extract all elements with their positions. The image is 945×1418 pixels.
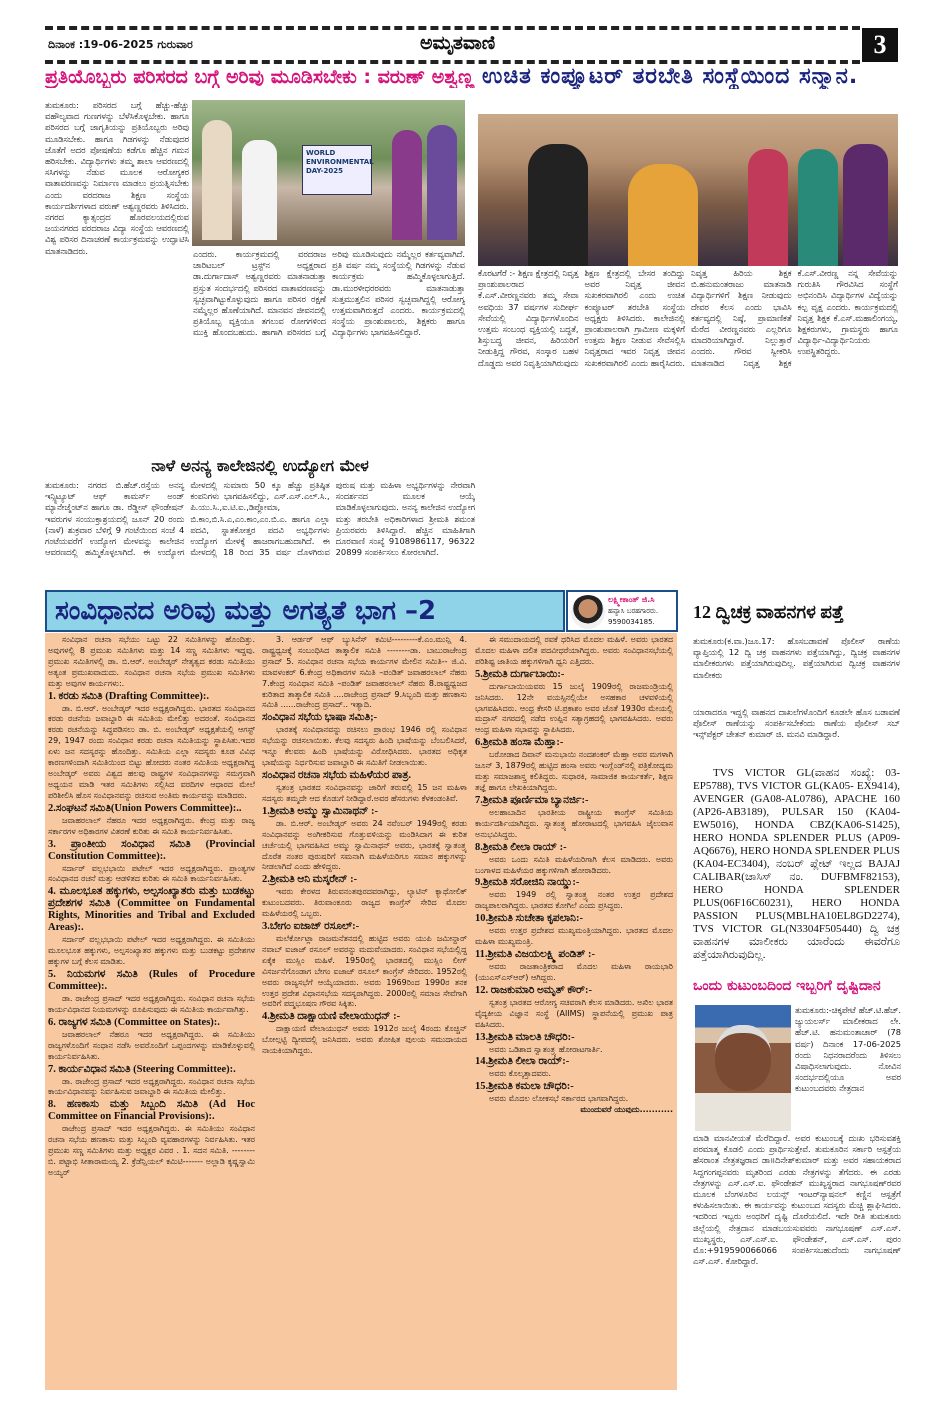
paragraph: ಅವರು ಒಡಿಶಾದ ಸ್ವಾತಂತ್ರ್ಯ ಹೋರಾಟಗಾರ್ತಿ. [489,1044,603,1054]
continued-note: ಮುಂದುವರೆ ಯುವುದು........... [580,1105,673,1115]
paragraph: ಡಾ. ಬಿ.ಆರ್. ಅಂಬೇಡ್ಕರ್ ಇದರ ಅಧ್ಯಕ್ಷರಾಗಿದ್ದರು. ಭಾರತದ ಸಂವಿಧಾನದ ಕರಡು ರಚನೆಯ ಜವಾಬ್ದಾರಿ ಈ ಸಮಿತಿಯ ಮೇಲಿತ್ತು ಅದರಂತೆ. ಸಂವಿಧಾನದ ಕರಡು ರಚನೆಯನ್ನು ಸಿದ್ಧಪಡಿಸಲು ಡಾ. ಬಿ. ಅಂಬೇಡ್ಕರ್ ಅಧ್ಯಕ್ಷತೆಯಲ್ಲಿ ಆಗಸ್ಟ್ 29, 1947 ರಂದು ಸಂವಿಧಾನ ಕರಡು ರಚನಾ ಸಮಿತಿಯನ್ನು ಸ್ಥಾಪಿಸಿತು.ಇದರ ಏಳು ಜನ ಸದಸ್ಯರನ್ನು ಹೊಂದಿತ್ತು. ಸಮಿತಿಯ ಎಲ್ಲಾ ಸದಸ್ಯರು ಕೂಡ ವಿವಿಧ ಕಾರಣಗಳಿಂದಾಗಿ ಸಮಿತಿಯಿಂದ ಬಿಟ್ಟು ಹೋದರು ನಂತರ ಸಮಿತಿಯ ಅಧ್ಯಕ್ಷರಾಗಿದ್ದ ಅಂಬೇಡ್ಕರ್ ಅವರು ವಿಶ್ವದ ಹಲವು ರಾಷ್ಟ್ರಗಳ ಸಂವಿಧಾನಗಳನ್ನು ಸಮಗ್ರವಾಗಿ ಅಧ್ಯಯನ ಮಾಡಿ ಇತರ ಸಮಿತಿಗಳು ಸಲ್ಲಿಸಿದ ವರದಿಗಳ ಆಧಾರದ ಮೇಲೆ ಪರಿಶೀಲಿಸಿ ಹೊಸ ಸಂವಿಧಾನವನ್ನು ರಚಿಸುವ ಅಂತಿಮ ಕಾರ್ಯವನ್ನು ಮಾಡಿದರು. [48,703,255,800]
section-heading: 13.ಶ್ರೀಮತಿ ಮಾಲತಿ ಚೌಧರಿ:- [475,1031,575,1043]
paragraph: ಅವರು ರಾಜತಾಂತ್ರಿಕರಾದ ಮೊದಲ ಮಹಿಳಾ ರಾಯಭಾರಿ (ಯುಎಸ್‌ಎಸ್‌ಆರ್) ಆಗಿದ್ದರು. [475,962,673,982]
paragraph: ಅವರು ಒಂದು ಸಮಿತಿ ಮಹಿಳೆಯರಿಗಾಗಿ ಕೆಲಸ ಮಾಡಿದರು. ಅವರು ಬಂಗಾಳದ ಮಹಿಳೆಯರ ಹಕ್ಕುಗಳಿಗಾಗಿ ಹೋರಾಡಿದರು. [475,854,673,875]
constitution-article [45,633,677,1390]
issue-date: ದಿನಾಂಕ :19-06-2025 ಗುರುವಾರ [48,38,193,51]
paragraph: ದಾಕ್ಷಾಯಣಿ ವೇಲಾಯುಧನ್ ಅವರು 1912ರ ಜುಲೈ 4ರಂದು ಕೊಚ್ಚಿನ್ ಬೋಲ್ಗಟ್ಟಿ ದ್ವೀಪದಲ್ಲಿ ಜನಿಸಿದರು. ಅವರು ಶೋಷಿತ ಪುಲಯ ಸಮುದಾಯದ ನಾಯಕಿಯಾಗಿದ್ದರು. [262,1024,467,1056]
section-heading: 6. ರಾಜ್ಯಗಳ ಸಮಿತಿ (Committee on States):. [48,1016,220,1028]
section-heading: 4.ಶ್ರೀಮತಿ ದಾಕ್ಷಾಯಣಿ ವೇಲಾಯುಧನ್ :- [262,1011,401,1023]
paragraph: ಇವರು ಕೇರಳದ ತಿರುವನಂತಪುರದವರಾಗಿದ್ದು, ಲ್ಯಾಟಿನ್ ಕ್ಯಾಥೋಲಿಕ್ ಕುಟುಂಬದವರು. ತಿರುವಾಂಕೂರು ರಾಜ್ಯದ ಕಾಂಗ್ರೆಸ್ ಸೇರಿದ ಮೊದಲ ಮಹಿಳೆಯರಲ್ಲಿ ಒಬ್ಬರು. [262,887,467,919]
paragraph: ಸ್ವತಂತ್ರ ಭಾರತದ ಸಂವಿಧಾನವನ್ನು ಜಾರಿಗೆ ತರುವಲ್ಲಿ 15 ಜನ ಮಹಿಳಾ ಸದಸ್ಯರು ತಮ್ಮದೇ ಆದ ಕೊಡುಗೆ ನೀಡಿದ್ದಾರೆ.ಅವರ ಹೆಸರುಗಳು ಕೆಳಕಂಡಂತಿವೆ. [262,782,467,803]
paragraph: ಜವಾಹರಲಾಲ್ ನೆಹರೂ ಇದರ ಅಧ್ಯಕ್ಷರಾಗಿದ್ದರು. ಕೇಂದ್ರ ಮತ್ತು ರಾಜ್ಯ ಸರ್ಕಾರಗಳ ಅಧಿಕಾರಗಳ ವಿತರಣೆ ಕುರಿತು ಈ ಸಮಿತಿ ಕಾರ್ಯನಿರ್ವಹಿಸಿತು. [48,815,255,836]
eye-donation-body: ಮಾಡಿ ಮಾನವೀಯತೆ ಮೆರೆದಿದ್ದಾರೆ. ಅವರ ಕುಟುಂಬಕ್ಕೆ ದುಃಖ ಭರಿಸುವಶಕ್ತಿ ಪರಮಾತ್ಮ ಕೊಡಲಿ ಎಂದು ಪ್ರಾರ್ಥಿಸುತ್ತೇವೆ. ತುಮಕೂರಿನ ಸರ್ಕಾರಿ ಆಸ್ಪತ್ರೆಯ ಹೆಸರಾಂತ ನೇತ್ರತಜ್ಞರಾದ ಡಾ॥ದಿನೇಶ್‌ಕುಮಾರ್ ಮತ್ತು ಅವರ ಸಹಾಯಕರಾದ ಸಿದ್ದಗಂಗಪ್ಪನವರು ಮೃತರಿಂದ ಎರಡು ನೇತ್ರಗಳನ್ನು ತೆಗೆದರು. ಈ ಎರಡು ನೇತ್ರಗಳನ್ನು ಎಸ್.ಎಸ್.ಐ. ಫೌಂಡೇಶನ್ ಮುಖ್ಯಸ್ಥರಾದ ನಾಗಭೂಷಣ್‌ರವರ ಮೂಲಕ ಬೆಂಗಳೂರಿನ ಲಯನ್ಸ್ ಇಂಟರ್‌ನ್ಯಾಷನಲ್ ಕಣ್ಣಿನ ಆಸ್ಪತ್ರೆಗೆ ಕಳುಹಿಸಲಾಯಿತು. ಈ ಕಾರ್ಯವನ್ನು ಕುಟುಂಬದ ಸದಸ್ಯರು ಮೆಚ್ಚಿ ಶ್ಲಾಘಿಸಿದರು. ಇದರಿಂದ ಇಬ್ಬರು ಅಂಧರಿಗೆ ದೃಷ್ಟಿ ದೊರೆಯಲಿದೆ. ಇದೇ ರೀತಿ ತುಮಕೂರು ಜಿಲ್ಲೆಯಲ್ಲಿ ನೇತ್ರದಾನ ಮಾಡಬಯಸುವವರು ನಾಗಭೂಷಣ್ ಎಸ್.ಎಸ್. ಮುಖ್ಯಸ್ಥರು, ಎಸ್.ಎಸ್.ಐ. ಫೌಂಡೇಶನ್, ಎಸ್.ಎಸ್. ಪುರಂ ಮೊ:+919590066066 ಸಂಪರ್ಕಿಸಬಹುದೆಂದು ನಾಗಭೂಷಣ್ ಎಸ್.ಎಸ್. ಕೋರಿದ್ದಾರೆ. [693,1133,901,1267]
paragraph: ಬರೋಡಾದ ದಿವಾನ್ ಮನುಭಾಯಿ ನಂದಶಂಕರ್ ಮೆಹ್ತಾ ಅವರ ಮಗಳಾಗಿ ಜೂನ್ 3, 1879ರಲ್ಲಿ ಹುಟ್ಟಿದ ಹಂಸಾ ಅವರು ಇಂಗ್ಲೆಂಡ್‌ನಲ್ಲಿ ಪತ್ರಿಕೋದ್ಯಮ ಮತ್ತು ಸಮಾಜಶಾಸ್ತ್ರ ಕಲಿತಿದ್ದರು. ಸುಧಾರಕಿ, ಸಾಮಾಜಿಕ ಕಾರ್ಯಕರ್ತೆ, ಶಿಕ್ಷಣ ತಜ್ಞೆ ಹಾಗೂ ಲೇಖಕಿಯಾಗಿದ್ದರು. [475,750,673,792]
computer-headline: ಉಚಿತ ಕಂಪ್ಯೂಟರ್ ತರಬೇತಿ ಸಂಸ್ಥೆಯಿಂದ ಸನ್ಮಾನ. [482,64,859,89]
section-heading: 9.ಶ್ರೀಮತಿ ಸರೋಜಿನಿ ನಾಯ್ಡು:- [475,877,580,889]
paragraph: ಸ್ವತಂತ್ರ ಭಾರತದ ಆರೋಗ್ಯ ಸಚಿವರಾಗಿ ಕೆಲಸ ಮಾಡಿದರು. ಅಖಿಲ ಭಾರತ ವೈದ್ಯಕೀಯ ವಿಜ್ಞಾನ ಸಂಸ್ಥೆ (AIIMS) ಸ್ಥಾಪನೆಯಲ್ಲಿ ಪ್ರಮುಖ ಪಾತ್ರ ವಹಿಸಿದರು. [475,997,673,1029]
constitution-column-1 [48,635,255,1385]
paragraph: ಭಾರತಕ್ಕೆ ಸಂವಿಧಾನವನ್ನು ರಚಿಸಲು ಪ್ರಾರಂಭ 1946 ರಲ್ಲಿ ಸಂವಿಧಾನ ಸಭೆಯನ್ನು ರಚಿಸಲಾಯಿತು. ಕೆಲವು ಸದಸ್ಯರು ಹಿಂದಿ ಭಾಷೆಯನ್ನು ಬೆಂಬಲಿಸಿದರೆ, ಇನ್ನೂ ಕೆಲವರು ಹಿಂದಿ ಭಾಷೆಯನ್ನು ವಿರೋಧಿಸಿದರು. ಭಾರತದ ಅಧಿಕೃತ ಭಾಷೆಯನ್ನು ನಿರ್ಧರಿಸುವ ಜವಾಬ್ದಾರಿ ಈ ಸಮಿತಿಗೆ ನೀಡಲಾಯಿತು. [262,725,467,768]
section-heading: 11.ಶ್ರೀಮತಿ ವಿಜಯಲಕ್ಷ್ಮಿ ಪಂಡಿತ್ :- [475,949,595,961]
author-name: ಲಕ್ಷ್ಮೀಕಾಂತ್ ಜಿ.ಸಿ [608,595,655,604]
deceased-portrait [695,1005,791,1131]
environment-photo [192,100,465,246]
section-heading: 3. ಪ್ರಾಂತೀಯ ಸಂವಿಧಾನ ಸಮಿತಿ (Provincial Constitution Committee):. [48,838,255,862]
environment-lead: ತುಮಕೂರು: ಪರಿಸರದ ಬಗ್ಗೆ ಹೆಚ್ಚು-ಹೆಚ್ಚು ವಹೌಲ್ಯವಾದ ಗುಣಗಳನ್ನು ಬೆಳೆಸಿಕೊಳ್ಳಬೇಕು. ಹಾಗೂ ಪರಿಸರದ ಬಗ್ಗೆ ಜಾಗೃತಿಯನ್ನು ಪ್ರತಿಯೊಬ್ಬರು ಅರಿವು ಮೂಡಿಸಬೇಕು. ಹಾಗೂ ಗಿಡಗಳನ್ನು ನೆಡುವುದರ ಜೊತೆಗೆ ಅದರ ಪೋಷಣೆಯ ಕಡೆಗೂ ಹೆಚ್ಚಿನ ಗಮನ ಹರಿಸಬೇಕು. ವಿದ್ಯಾರ್ಥಿಗಳು ತಮ್ಮ ಶಾಲಾ ಆವರಣದಲ್ಲಿ ಸಸಿಗಳನ್ನು ನೆಡುವ ಮೂಲಕ ಆರೋಗ್ಯಕರ ವಾತಾವರಣವನ್ನು ನಿರ್ಮಾಣ ಮಾಡಲು ಪ್ರಯತ್ನಿಸಬೇಕು ಎಂದು ವರದರಾಜ ಶಿಕ್ಷಣ ಸಂಸ್ಥೆಯ ಕಾರ್ಯದರ್ಶಿಗಳಾದ ವರುಣ್ ಅಶ್ವಣ್ಣರವರು ತಿಳಿಸಿದರು. ನಗರದ ಕ್ಯಾತ್ಸಂದ್ರದ ಹೊರವಲಯದಲ್ಲಿರುವ ಜಯನಗರದ ವರದರಾಜ ವಿದ್ಯಾ ಸಂಸ್ಥೆಯ ಆವರಣದಲ್ಲಿ ವಿಶ್ವ ಪರಿಸರ ದಿನಾಚರಣೆ ಕಾರ್ಯಕ್ರಮವನ್ನು ಉದ್ಘಾಟಿಸಿ ಮಾತನಾಡಿದರು. [45,100,189,256]
section-heading: 7.ಶ್ರೀಮತಿ ಪೂರ್ಣಿಮಾ ಬ್ಯಾನರ್ಜಿ:- [475,794,589,806]
job-fair-headline: ನಾಳೆ ಅನನ್ಯ ಕಾಲೇಜಿನಲ್ಲಿ ಉದ್ಯೋಗ ಮೇಳ [151,456,369,475]
section-heading: 10.ಶ್ರೀಮತಿ ಸುಚೇತಾ ಕೃಪಲಾನಿ:- [475,913,583,925]
author-box [566,590,678,632]
paragraph: ರಾಜೇಂದ್ರ ಪ್ರಸಾದ್ ಇದರ ಅಧ್ಯಕ್ಷರಾಗಿದ್ದರು. ಈ ಸಮಿತಿಯು ಸಂವಿಧಾನ ರಚನಾ ಸಭೆಯ ಹಣಕಾಸು ಮತ್ತು ಸಿಬ್ಬಂದಿ ವ್ಯವಹಾರಗಳನ್ನು ನಿರ್ವಹಿಸಿತು. ಇತರ ಪ್ರಮುಖ ಸಣ್ಣ ಸಮಿತಿಗಳು ಮತ್ತು ಅಧ್ಯಕ್ಷರ ವಿವರ . 1. ಸದನ ಸಮಿತಿ. --------ಬಿ. ಪಟ್ಟಾಭಿ ಸೀತಾರಾಮಯ್ಯ 2. ಕ್ರೆಡೆನ್ಷಿಯಲ್ ಕಮಿಟಿ------- ಅಲ್ಲಾಡಿ ಕೃಷ್ಣಸ್ವಾಮಿ ಅಯ್ಯರ್ [48,1124,255,1177]
environment-headline: ಪ್ರತಿಯೊಬ್ಬರು ಪರಿಸರದ ಬಗ್ಗೆ ಅರಿವು ಮೂಡಿಸಬೇಕು : ವರುಣ್ ಅಶ್ವಣ್ಣ [45,66,475,88]
section-heading: 14.ಶ್ರೀಮತಿ ಲೀಲಾ ರಾಯ್:- [475,1056,570,1068]
paragraph: ಜವಾಹರಲಾಲ್ ನೆಹರೂ ಇದರ ಅಧ್ಯಕ್ಷರಾಗಿದ್ದರು. ಈ ಸಮಿತಿಯು ರಾಜ್ಯಗಳೊಂದಿಗೆ ಸಂಧಾನ ನಡೆಸಿ ಅವರೊಂದಿಗೆ ಒಪ್ಪಂದಗಳನ್ನು ಮಾಡಿಕೊಳ್ಳುವಲ್ಲಿ ಕಾರ್ಯನಿರ್ವಹಿಸಿತು. [48,1029,255,1061]
section-heading: 5. ನಿಯಮಗಳ ಸಮಿತಿ (Rules of Procedure Committee):. [48,969,255,993]
constitution-column-3 [475,635,673,1385]
eye-donation-lead: ತುಮಕೂರು:-ಚಿಕ್ಕಪೇಟೆ ಹೆಚ್.ಟಿ.ಹೆಚ್. ಜ್ಯುಯಲರ್ಸ್ ಮಾಲೀಕರಾದ ಲೇ. ಹೆಚ್.ಟಿ. ಹನುಮಂತಾಚಾರ್ (78 ವರ್ಷ) ದಿನಾಂಕ 17-06-2025 ರಂದು ನಿಧನರಾದರೆಂದು ತಿಳಿಸಲು ವಿಷಾಧಿಸಲಾಗುವುದು. ನೋವಿನ ಸಂದರ್ಭದಲ್ಲಿಯೂ ಅವರ ಕುಟುಂಬದವರು ನೇತ್ರದಾನ [795,1005,901,1094]
paragraph: ಅವರು ಮೊದಲ ಲೋಕಸಭೆ ಸರ್ಕಾರದ ಭಾಗವಾಗಿದ್ದರು. [489,1094,629,1104]
paragraph: 3. ಆರ್ಡರ್ ಆಫ್ ಬ್ಯುಸಿನೆಸ್ ಕಮಿಟಿ---------ಕೆ.ಎಂ.ಮುನ್ಷಿ 4. ರಾಷ್ಟ್ರಧ್ವಜಕ್ಕೆ ಸಂಬಂಧಿಸಿದ ತಾತ್ಕಾಲಿಕ ಸಮಿತಿ --------ಡಾ. ಬಾಬುರಾಜೇಂದ್ರ ಪ್ರಸಾದ್ 5. ಸಂವಿಧಾನ ರಚನಾ ಸಭೆಯ ಕಾರ್ಯಗಳ ಮೇಲಿನ ಸಮಿತಿ-- ಜಿ.ವಿ. ಮಾವಳಂಕರ್ 6.ಕೇಂದ್ರ ಅಧಿಕಾರಗಳ ಸಮಿತಿ –ಪಂಡಿತ್ ಜವಾಹರಲಾಲ್ ನೆಹರು 7.ಕೇಂದ್ರ ಸಂವಿಧಾನ ಸಮಿತಿ –ಪಂಡಿತ್ ಜವಾಹರಲಾಲ್ ನೆಹರು 8.ರಾಷ್ಟ್ರಧ್ವಜದ ಕುರಿತಾದ ತಾತ್ಕಾಲಿಕ ಸಮಿತಿ ....ರಾಜೇಂದ್ರ ಪ್ರಸಾದ್ 9.ಸಿಬ್ಬಂದಿ ಮತ್ತು ಹಣಕಾಸು ಸಮಿತಿ ......ರಾಜೇಂದ್ರ ಪ್ರಸಾದ್.. ಇತ್ಯಾದಿ. [262,635,467,710]
vehicles-intro: ತುಮಕೂರು(ಕ.ವಾ.)ಜೂ.17: ಹೊಸಬಡಾವಣೆ ಪೊಲೀಸ್ ಠಾಣೆಯ ವ್ಯಾಪ್ತಿಯಲ್ಲಿ 12 ದ್ವಿ ಚಕ್ರ ವಾಹನಗಳು ಪತ್ತೆಯಾಗಿದ್ದು, ದ್ವಿಚಕ್ರ ವಾಹನಗಳ ಮಾಲೀಕರುಗಳು ಪತ್ತೆಯಾಗಿರುವುದಿಲ್ಲ. ಪತ್ತೆಯಾಗಿರುವ ದ್ವಿಚಕ್ರ ವಾಹನಗಳ ಮಾಲೀಕರು [693,636,900,680]
section-heading: 15.ಶ್ರೀಮತಿ ಕಮಲಾ ಚೌಧರಿ:- [475,1081,574,1093]
vehicles-appeal: ಯಾರಾದರೂ ಇದ್ದಲ್ಲಿ ವಾಹನದ ದಾಖಲೆಗಳೊಂದಿಗೆ ಕೂಡಲೇ ಹೊಸ ಬಡಾವಣೆ ಪೊಲೀಸ್ ಠಾಣೆಯನ್ನು ಸಂಪರ್ಕಿಸಬೇಕೆಂದು ಠಾಣೆಯ ಪೊಲೀಸ್ ಸಬ್ ಇನ್ಸ್‌ಪೆಕ್ಟರ್ ಚೇತನ್ ಕುಮಾರ್ ಜಿ. ಮನವಿ ಮಾಡಿದ್ದಾರೆ. [693,707,900,740]
masthead: ಅಮೃತವಾಣಿ [420,32,496,54]
paragraph: ಡಾ. ಬಿ.ಆರ್. ಅಂಬೇಡ್ಕರ್ ಅವರು 24 ನವೆಂಬರ್ 1949ರಲ್ಲಿ ಕರಡು ಸಂವಿಧಾನವನ್ನು ಅಂಗೀಕರಿಸುವ ಗೊತ್ತುವಳಿಯನ್ನು ಮಂಡಿಸಿದಾಗ ಈ ಕುರಿತ ಚರ್ಚೆಯಲ್ಲಿ ಭಾಗವಹಿಸಿದ ಅಮ್ಮು ಸ್ವಾಮಿನಾಥನ್ ಅವರು, ಭಾರತಕ್ಕೆ ಸ್ವಾತಂತ್ರ್ಯ ದೊರೆತ ನಂತರ ಪುರುಷರಿಗೆ ಸಮನಾಗಿ ಮಹಿಳೆಯರಿಗೂ ಸಮಾನ ಹಕ್ಕುಗಳನ್ನು ನೀಡಲಾಗಿದೆ ಎಂದು ಹೇಳಿದ್ದರು. [262,818,467,872]
section-heading: 7. ಕಾರ್ಯವಿಧಾನ ಸಮಿತಿ (Steering Committee):. [48,1063,236,1075]
constitution-column-2 [262,635,467,1385]
section-heading: 2.ಸಂಘಟನೆ ಸಮಿತಿ(Union Powers Committee):.. [48,802,242,814]
section-heading: 12. ರಾಜಕುಮಾರಿ ಅಮೃತ್ ಕೌರ್:- [475,984,592,996]
environment-body: ಎಂದರು. ಕಾರ್ಯಕ್ರಮದಲ್ಲಿ ವರದರಾಜ ಚಾರಿಟಬಲ್ ಟ್ರಸ್ಟ್‌ನ ಅಧ್ಯಕ್ಷರಾದ ಡಾ.ದುರ್ಗಾದಾಸ್ ಅಶ್ವಣ್ಣರವರು ಮಾತನಾಡುತ್ತಾ ಪ್ರಸ್ತುತ ಸಂದರ್ಭದಲ್ಲಿ ಪರಿಸರದ ವಾತಾವರಣವನ್ನು ಸ್ವಚ್ಛವಾಗಿಟ್ಟುಕೊಳ್ಳುವುದು ಹಾಗೂ ಪರಿಸರ ರಕ್ಷಣೆ ನಮ್ಮೆಲ್ಲರ ಹೊಣೆಯಾಗಿದೆ. ಮಾನವನ ಜೀವನದಲ್ಲಿ ಪ್ರತಿಯೊಬ್ಬ ವ್ಯಕ್ತಿಯೂ ತಗಲುವ ರೋಗಗಳಿಂದ ಮುಕ್ತಿ ಹೊಂದಬಹುದು. ಹಾಗಾಗಿ ಪರಿಸರದ ಬಗ್ಗೆ ಅರಿವು ಮೂಡಿಸುವುದು ನಮ್ಮೆಲ್ಲರ ಕರ್ತವ್ಯವಾಗಿದೆ. ಪ್ರತಿ ವರ್ಷ ನಮ್ಮ ಸಂಸ್ಥೆಯಲ್ಲಿ ಗಿಡಗಳನ್ನು ನೆಡುವ ಕಾರ್ಯಕ್ರಮ ಹಮ್ಮಿಕೊಳ್ಳಲಾಗುತ್ತಿದೆ. ಡಾ.ಮುರಳೀಧರರವರು ಮಾತನಾಡುತ್ತಾ ಸುತ್ತಮುತ್ತಲಿನ ಪರಿಸರ ಸ್ವಚ್ಛವಾಗಿದ್ದಲ್ಲಿ ಆರೋಗ್ಯ ಉತ್ತಮವಾಗಿರುತ್ತದೆ ಎಂದರು. ಕಾರ್ಯಕ್ರಮದಲ್ಲಿ ಸಂಸ್ಥೆಯ ಪ್ರಾಂಶುಪಾಲರು, ಶಿಕ್ಷಕರು ಹಾಗೂ ವಿದ್ಯಾರ್ಥಿಗಳು ಭಾಗವಹಿಸಲಿದ್ದಾರೆ. [193,249,465,338]
paragraph: ಡಾ. ರಾಜೇಂದ್ರ ಪ್ರಸಾದ್ ಇದರ ಅಧ್ಯಕ್ಷರಾಗಿದ್ದರು. ಸಂವಿಧಾನ ರಚನಾ ಸಭೆಯ ಕಾರ್ಯವಿಧಾನವನ್ನು ನಿರ್ವಹಿಸುವ ಜವಾಬ್ದಾರಿ ಈ ಸಮಿತಿಯ ಮೇಲಿತ್ತು. [48,1076,255,1097]
vehicles-list: TVS VICTOR GL(ವಾಹನ ಸಂಖ್ಯೆ: 03-EP5788), TVS VICTOR GL(KA05- EX9414), AVENGER (GA08-AL0786), APACHE 160 (AP26-AB3189), PULSAR 150 (KA04-EW5016), HONDA CBZ(KA06-S1425), HERO HONDA SPLENDER PLUS (AP09-AQ6676), HERO HONDA SPLENDER PLUS (KA04-EC3404), ನಂಬರ್ ಪ್ಲೇಟ್ ಇಲ್ಲದ BAJAJ CALIBAR(ಚಾಸಿಸ್ ನಂ. DUFBMF82153), HERO HONDA SPLENDER PLUS(06F16C60231), HERO HONDA PASSION PLUS(MBLHA10EL8GD2274), TVS VICTOR GL(N3304F505440) ದ್ವಿ ಚಕ್ರ ವಾಹನಗಳ ಮಾಲೀಕರು ಯಾರೆಂದು ಈವರೆಗೂ ಪತ್ತೆಯಾಗಿರುವುದಿಲ್ಲ. [693,767,900,961]
vehicles-headline: 12 ದ್ವಿಚಕ್ರ ವಾಹನಗಳ ಪತ್ತೆ [693,602,844,622]
section-heading: ಸಂವಿಧಾನ ರಚನಾ ಸಭೆಯ ಮಹಿಳೆಯರ ಪಾತ್ರ. [262,769,412,781]
environment-photo-banner: WORLD ENVIRONMENTAL DAY-2025 [302,145,372,195]
paragraph: ಅವರು ಉತ್ತರ ಪ್ರದೇಶದ ಮುಖ್ಯಮಂತ್ರಿಯಾಗಿದ್ದರು. ಭಾರತದ ಮೊದಲ ಮಹಿಳಾ ಮುಖ್ಯಮಂತ್ರಿ. [475,926,673,947]
section-heading: 1. ಕರಡು ಸಮಿತಿ (Drafting Committee):. [48,690,210,702]
author-role: ಹವ್ಯಾಸಿ ಬರಹಗಾರರು. [608,607,659,615]
paragraph: ಈ ಸಮುದಾಯದಲ್ಲಿ ರವಕೆ ಧರಿಸಿದ ಮೊದಲ ಮಹಿಳೆ. ಅವರು ಭಾರತದ ಮೊದಲ ಮಹಿಳಾ ದಲಿತ ಪದವೀಧರೆಯಾಗಿದ್ದರು. ಅವರು ಸಂವಿಧಾನಸಭೆಯಲ್ಲಿ ಪರಿಶಿಷ್ಟ ಜಾತಿಯ ಹಕ್ಕುಗಳಿಗಾಗಿ ಧ್ವನಿ ಎತ್ತಿದರು. [475,635,673,666]
computer-body: ಕೊರಟಗೆರೆ :- ಶಿಕ್ಷಣ ಕ್ಷೇತ್ರದಲ್ಲಿ ನಿವೃತ್ತ ಪ್ರಾಂಶುಪಾಲರಾದ ಕೆ.ಎಸ್.ವೀರಣ್ಣನವರು ತಮ್ಮ ಸೇವಾ ಅವಧಿಯ 37 ವರ್ಷಗಳ ಸುದೀರ್ಘ ಸೇವೆಯಲ್ಲಿ ವಿದ್ಯಾರ್ಥಿಗಳೊಂದಿನ ಉತ್ತಮ ಸಂಬಂಧ ವ್ಯಕ್ತಿಯಲ್ಲಿ ಬದ್ಧತೆ, ಶಿಸ್ತುಬದ್ಧ ಜೀವನ, ಹಿರಿಯರಿಗೆ ನೀಡುತ್ತಿದ್ದ ಗೌರವ, ಸಂಸ್ಕಾರ ಬಹಳ ದೊಡ್ಡದು ಅವರ ನಿವೃತ್ತಿಯಾಗಿರುವುದು ಶಿಕ್ಷಣ ಕ್ಷೇತ್ರದಲ್ಲಿ ಬೇಸರ ತಂದಿದ್ದು ಅವರ ನಿವೃತ್ತ ಜೀವನ ಸುಖಕರವಾಗಿರಲಿ ಎಂದು ಉಚಿತ ಕಂಪ್ಯೂಟರ್ ತರಬೇತಿ ಸಂಸ್ಥೆಯ ಅಧ್ಯಕ್ಷರು ತಿಳಿಸಿದರು. ಕಾಲೇಜಿನಲ್ಲಿ ಪ್ರಾಂಶುಪಾಲರಾಗಿ ಗ್ರಾಮೀಣ ಮಕ್ಕಳಿಗೆ ಉತ್ತಮ ಶಿಕ್ಷಣ ನೀಡುವ ಸೇವೆಸಲ್ಲಿಸಿ ನಿವೃತ್ತರಾದ ಇವರ ನಿವೃತ್ತ ಜೀವನ ಸುಖಕರವಾಗಿರಲಿ ಎಂದು ಹಾರೈಸಿದರು. ನಿವೃತ್ತ ಹಿರಿಯ ಶಿಕ್ಷಕ ಬಿ.ಹನುಮಂತರಾಜು ಮಾತನಾಡಿ ವಿದ್ಯಾರ್ಥಿಗಳಿಗೆ ಶಿಕ್ಷಣ ನೀಡುವುದು ದೇವರ ಕೆಲಸ ಎಂದು ಭಾವಿಸಿ ಕರ್ತವ್ಯದಲ್ಲಿ ನಿಷ್ಠೆ, ಪ್ರಾಮಾಣಿಕತೆ ಮೆರೆದ ವೀರಣ್ಣನವರು ಎಲ್ಲರಿಗೂ ಮಾದರಿಯಾಗಿದ್ದಾರೆ. ನಿಲ್ಲುತ್ತಾರೆ ಎಂದರು. ಗೌರವ ಸ್ವೀಕರಿಸಿ ಮಾತನಾಡಿದ ನಿವೃತ್ತ ಶಿಕ್ಷಕ ಕೆ.ಎಸ್.ವೀರಣ್ಣ ನನ್ನ ಸೇವೆಯನ್ನು ಗುರುತಿಸಿ ಗೌರವಿಸಿದ ಸಂಸ್ಥೆಗೆ ಅಭಿನಂದಿಸಿ ವಿದ್ಯಾರ್ಥಿಗಳ ವಿದ್ಯೆಯನ್ನು ಕಲ್ಪ ವೃಕ್ಷ ಎಂದರು. ಕಾರ್ಯಕ್ರಮದಲ್ಲಿ ನಿವೃತ್ತ ಶಿಕ್ಷಕ ಕೆ.ಎಸ್.ಮಹಾಲಿಂಗಯ್ಯ, ಶಿಕ್ಷಕರುಗಳು, ಗ್ರಾಮಸ್ಥರು ಹಾಗೂ ವಿದ್ಯಾರ್ಥಿ-ವಿದ್ಯಾರ್ಥಿನಿಯರು ಉಪಸ್ಥಿತರಿದ್ದರು. [478,268,898,368]
section-heading: 3.ಬೇಗಂ ಐಜಾಜ್ ರಸೂಲ್:- [262,921,360,933]
paragraph: ಅವರು 1949 ರಲ್ಲಿ ಸ್ವಾತಂತ್ರ್ಯ ನಂತರ ಉತ್ತರ ಪ್ರದೇಶದ ರಾಜ್ಯಪಾಲರಾಗಿದ್ದರು. ಭಾರತದ ಕೋಗಿಲೆ ಎಂದು ಪ್ರಸಿದ್ಧರು. [475,890,673,911]
paragraph: ಮಲೆರ್ಕೋಟ್ಲಾ ರಾಜಮನೆತನದಲ್ಲಿ ಹುಟ್ಟಿದ ಅವರು ಯುಪಿ ಜಮೀನ್ದಾರ್ ನವಾಬ್ ಐಜಾಜ್ ರಸೂಲ್ ಅವರನ್ನು ಮದುವೆಯಾದರು. ಸಂವಿಧಾನ ಸಭೆಯಲ್ಲಿದ್ದ ಏಕೈಕ ಮುಸ್ಲಿಂ ಮಹಿಳೆ. 1950ರಲ್ಲಿ ಭಾರತದಲ್ಲಿ ಮುಸ್ಲಿಂ ಲೀಗ್ ವಿಸರ್ಜನೆಗೊಂಡಾಗ ಬೇಗಂ ಐಜಾಜ್ ರಸೂಲ್ ಕಾಂಗ್ರೆಸ್ ಸೇರಿದರು. 1952ರಲ್ಲಿ ಅವರು ರಾಜ್ಯಸಭೆಗೆ ಆಯ್ಕೆಯಾದರು. ಅವರು 1969ರಿಂದ 1990ರ ತನಕ ಉತ್ತರ ಪ್ರದೇಶ ವಿಧಾನಸಭೆಯ ಸದಸ್ಯರಾಗಿದ್ದರು. 2000ರಲ್ಲಿ ಸಮಾಜ ಸೇವೆಗಾಗಿ ಅವರಿಗೆ ಪದ್ಮಭೂಷಣ ಗೌರವ ಸಿಕ್ಕಿತು. [262,934,467,1009]
eye-donation-headline: ಒಂದು ಕುಟುಂಬದಿಂದ ಇಬ್ಬರಿಗೆ ದೃಷ್ಟಿದಾನ [693,978,881,994]
paragraph: ಸರ್ದಾರ್ ವಲ್ಲಭಭಾಯಿ ಪಟೇಲ್ ಇದರ ಅಧ್ಯಕ್ಷರಾಗಿದ್ದರು. ಪ್ರಾಂತ್ಯಗಳ ಸಂವಿಧಾನದ ರಚನೆ ಮತ್ತು ಆಡಳಿತದ ಕುರಿತು ಈ ಸಮಿತಿ ಕಾರ್ಯನಿರ್ವಹಿಸಿತು. [48,863,255,884]
paragraph: ಅಲಹಾಬಾದಿನ ಭಾರತೀಯ ರಾಷ್ಟ್ರೀಯ ಕಾಂಗ್ರೆಸ್ ಸಮಿತಿಯ ಕಾರ್ಯದರ್ಶಿಯಾಗಿದ್ದರು. ಸ್ವಾತಂತ್ರ್ಯ ಹೋರಾಟದಲ್ಲಿ ಭಾಗವಹಿಸಿ ಜೈಲುವಾಸ ಅನುಭವಿಸಿದ್ದರು. [475,807,673,839]
paragraph: ಸರ್ದಾರ್ ವಲ್ಲಭಭಾಯಿ ಪಟೇಲ್ ಇದರ ಅಧ್ಯಕ್ಷರಾಗಿದ್ದರು. ಈ ಸಮಿತಿಯು ಮೂಲಭೂತ ಹಕ್ಕುಗಳು, ಅಲ್ಪಸಂಖ್ಯಾತರ ಹಕ್ಕುಗಳು ಮತ್ತು ಬುಡಕಟ್ಟು ಪ್ರದೇಶಗಳ ಹಕ್ಕುಗಳ ಬಗ್ಗೆ ಕೆಲಸ ಮಾಡಿತು. [48,935,255,967]
section-heading: 2.ಶ್ರೀಮತಿ ಆನಿ ಮಸ್ಕರೇನ್ :- [262,874,358,886]
paragraph: ಡಾ. ರಾಜೇಂದ್ರ ಪ್ರಸಾದ್ ಇದರ ಅಧ್ಯಕ್ಷರಾಗಿದ್ದರು. ಸಂವಿಧಾನ ರಚನಾ ಸಭೆಯ ಕಾರ್ಯವಿಧಾನದ ನಿಯಮಗಳನ್ನು ರೂಪಿಸುವುದು ಈ ಸಮಿತಿಯ ಕಾರ್ಯವಾಗಿತ್ತು. [48,994,255,1014]
section-heading: 1.ಶ್ರೀಮತಿ ಅಮ್ಮು ಸ್ವಾಮಿನಾಥನ್ :- [262,805,378,817]
section-heading: 6.ಶ್ರೀಮತಿ ಹಂಸಾ ಮೆಹ್ತಾ:- [475,737,564,749]
computer-felicitation-photo [478,114,898,266]
author-photo [571,595,605,629]
paragraph: ಅವರು ಕೊಲ್ಕತ್ತಾದವರು. [489,1069,552,1079]
section-heading: 4. ಮೂಲಭೂತ ಹಕ್ಕುಗಳು, ಅಲ್ಪಸಂಖ್ಯಾತರು ಮತ್ತು ಬುಡಕಟ್ಟು ಪ್ರದೇಶಗಳ ಸಮಿತಿ (Committee on Fundamental Rights, Minorities and Tribal and Excluded Areas):. [48,886,255,934]
top-rule [45,26,860,30]
page-number: 3 [862,28,898,62]
section-heading: 8. ಹಣಕಾಸು ಮತ್ತು ಸಿಬ್ಬಂದಿ ಸಮಿತಿ (Ad Hoc Committee on Financial Provisions):. [48,1099,255,1123]
section-heading: ಸಂವಿಧಾನ ಸಭೆಯ ಭಾಷಾ ಸಮಿತಿ;- [262,712,378,724]
section-heading: 8.ಶ್ರೀಮತಿ ಲೀಲಾ ರಾಯ್ :- [475,841,567,853]
paragraph: ಸಂವಿಧಾನ ರಚನಾ ಸಭೆಯು ಒಟ್ಟು 22 ಸಮಿತಿಗಳನ್ನು ಹೊಂದಿತ್ತು. ಅವುಗಳಲ್ಲಿ 8 ಪ್ರಮುಖ ಸಮಿತಿಗಳು ಮತ್ತು 14 ಸಣ್ಣ ಸಮಿತಿಗಳು ಇದ್ದವು. ಪ್ರಮುಖ ಸಮಿತಿಗಳಲ್ಲಿ ಡಾ. ಬಿ.ಆರ್. ಅಂಬೇಡ್ಕರ್ ನೇತೃತ್ವದ ಕರಡು ಸಮಿತಿಯು ಅತ್ಯಂತ ಪ್ರಮುಖವಾದುದು. ಸಂವಿಧಾನ ರಚನಾ ಸಭೆಯ ಪ್ರಮುಖ ಸಮಿತಿಗಳು ಮತ್ತು ಅವುಗಳ ಕಾರ್ಯಗಳು:. [48,635,255,688]
section-heading: 5.ಶ್ರೀಮತಿ ದುರ್ಗಾಬಾಯಿ:- [475,668,565,680]
job-fair-body: ತುಮಕೂರು: ನಗರದ ಬಿ.ಹೆಚ್.ರಸ್ತೆಯ ಅನನ್ಯ ಇನ್ಸ್ಟಿಟ್ಯೂಟ್ ಆಫ್ ಕಾಮರ್ಸ್ ಅಂಡ್ ಮ್ಯಾನೇಜ್ಮೆಂಟ್‌ನ ಹಾಗೂ ಡಾ. ರೆಡ್ಡೀಸ್ ಫೌಂಡೇಷನ್ ಇವರುಗಳ ಸಂಯುಕ್ತಾಶ್ರಯದಲ್ಲಿ ಜೂನ್ 20 ರಂದು (ನಾಳೆ) ಶುಕ್ರವಾರ ಬೆಳಿಗ್ಗೆ 9 ಗಂಟೆಯಿಂದ ಸಂಜೆ 4 ಗಂಟೆಯವರೆಗೆ ಉದ್ಯೋಗ ಮೇಳವನ್ನು ಕಾಲೇಜಿನ ಆವರಣದಲ್ಲಿ ಹಮ್ಮಿಕೊಳ್ಳಲಾಗಿದೆ. ಈ ಉದ್ಯೋಗ ಮೇಳದಲ್ಲಿ ಸುಮಾರು 50 ಕ್ಕೂ ಹೆಚ್ಚು ಪ್ರತಿಷ್ಠಿತ ಕಂಪನಿಗಳು ಭಾಗವಹಿಸಲಿದ್ದು, ಎಸ್.ಎಸ್.ಎಲ್.ಸಿ., ಪಿ.ಯು.ಸಿ.,ಐ.ಟಿ.ಐ.,ಡಿಪ್ಲೋಮಾ, ಬಿ.ಕಾಂ,ಬಿ.ಸಿ.ಎ,ಎಂ.ಕಾಂ,ಎಂ.ಬಿ.ಎ. ಹಾಗೂ ಎಲ್ಲಾ ಪದವಿ, ಸ್ನಾತಕೋತ್ತರ ಪದವಿ ಅಭ್ಯರ್ಥಿಗಳು ಉದ್ಯೋಗ ಮೇಳಕ್ಕೆ ಹಾಜರಾಗಬಹುದಾಗಿದೆ. ಈ ಮೇಳದಲ್ಲಿ 18 ರಿಂದ 35 ವರ್ಷ ದೊಳಗಿರುವ ಪುರುಷ ಮತ್ತು ಮಹಿಳಾ ಅಭ್ಯರ್ಥಿಗಳನ್ನು ನೇರವಾಗಿ ಸಂದರ್ಶನದ ಮೂಲಕ ಆಯ್ಕೆ ಮಾಡಿಕೊಳ್ಳಲಾಗುವುದು. ಅನನ್ಯ ಕಾಲೇಜಿನ ಉದ್ಯೋಗ ಮತ್ತು ತರಬೇತಿ ಅಧಿಕಾರಿಗಳಾದ ಶ್ರೀಮತಿ ಶಮಂತ ಪ್ರಿಯರವರು ತಿಳಿಸಿದ್ದಾರೆ. ಹೆಚ್ಚಿನ ಮಾಹಿತಿಗಾಗಿ ದೂರವಾಣಿ ಸಂಖ್ಯೆ 9108986117, 96322 20899 ಸಂಪರ್ಕಿಸಲು ಕೋರಲಾಗಿದೆ. [45,480,475,558]
constitution-title: ಸಂವಿಧಾನದ ಅರಿವು ಮತ್ತು ಅಗತ್ಯತೆ ಭಾಗ –2 [45,590,565,632]
paragraph: ದುರ್ಗಾಬಾಯಿಯವರು 15 ಜುಲೈ 1909ರಲ್ಲಿ ರಾಜಮಂಡ್ರಿಯಲ್ಲಿ ಜನಿಸಿದರು. 12ನೇ ವಯಸ್ಸಿನಲ್ಲಿಯೇ ಅಸಹಕಾರ ಚಳವಳಿಯಲ್ಲಿ ಭಾಗವಹಿಸಿದರು. ಆಂಧ್ರ ಕೇಸರಿ ಟಿ.ಪ್ರಕಾಶಂ ಅವರ ಜೊತೆ 1930ರ ಮೇಯಲ್ಲಿ ಮದ್ರಾಸ್ ನಗರದಲ್ಲಿ ನಡೆದ ಉಪ್ಪಿನ ಸತ್ಯಾಗ್ರಹದಲ್ಲಿ ಭಾಗವಹಿಸಿದರು. ಅವರು ಆಂಧ್ರ ಮಹಿಳಾ ಸಭಾವನ್ನು ಸ್ಥಾಪಿಸಿದರು. [475,681,673,735]
author-phone: 9590034185. [608,618,655,626]
